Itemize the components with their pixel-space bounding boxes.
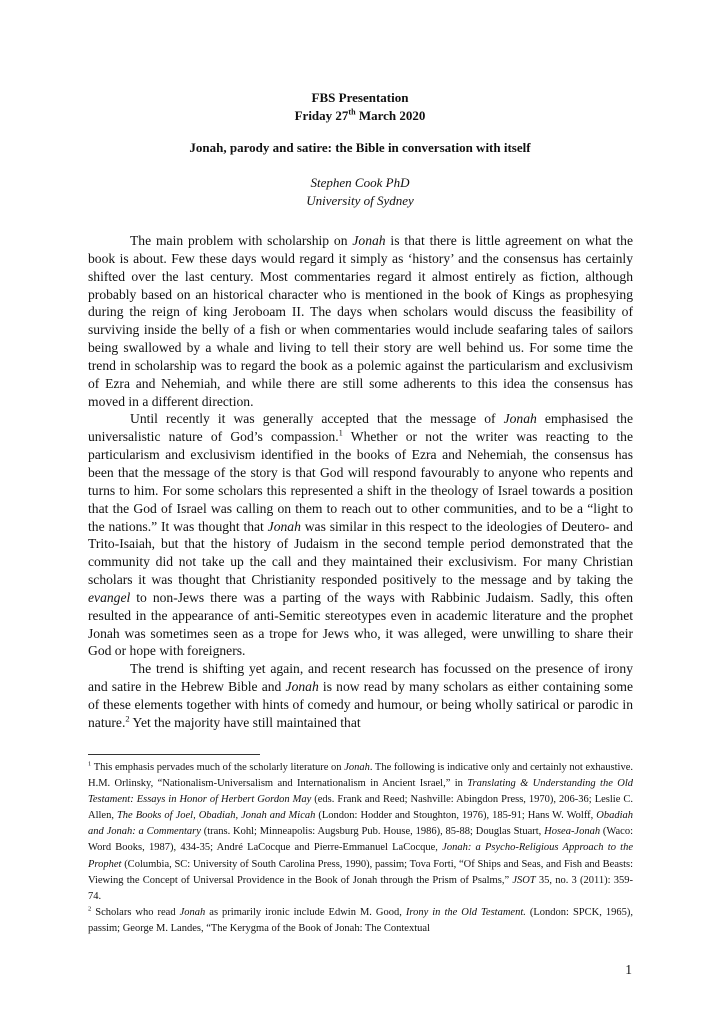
presentation-date: Friday 27th March 2020 xyxy=(294,107,426,123)
presentation-label: FBS Presentation xyxy=(311,90,409,105)
page-number: 1 xyxy=(625,962,632,977)
author-name: Stephen Cook PhD xyxy=(310,175,410,190)
paragraph: The trend is shifting yet again, and recent research has focussed on the presence of irony and satire in the Hebrew Bible and Jonah is now read by many scholars as either containing some of these elements together with hints of comedy and humour, or being wholly satirical or parodic in nature.$^2$ Yet the majority have still maintained that xyxy=(88,661,633,730)
body-text xyxy=(88,232,633,732)
footnotes xyxy=(88,760,633,937)
paragraph: Until recently it was generally accepted that the message of Jonah emphasised the universalistic nature of God’s compassion.$^1$ Whether or not the writer was reacting to the particularism and exclusivism identified in the books of Ezra and Nehemiah, the consensus has been that the message of the story is that God will respond favourably to anyone who repents and turns to him. For some scholars this represented a shift in the theology of Israel towards a position that the God of Israel was calling on them to reach out to other communities, and to be a “light to the nations.” It was thought that Jonah was similar in this respect to the ideologies of Deutero- and Trito-Isaiah, but that the history of Judaism in the second temple period demonstrated that the community did not take up the call and they maintained their exclusivism. For many Christian scholars it was thought that Christianity responded positively to the message and by taking the evangel to non-Jews there was a parting of the ways with Rabbinic Judaism. Sadly, this often resulted in the appearance of anti-Semitic stereotypes even in academic literature and the prophet Jonah was sometimes seen as a trope for Jews who, it was alleged, were unwilling to share their God or hope with foreigners. xyxy=(88,411,633,659)
paragraph: The main problem with scholarship on Jonah is that there is little agreement on what the book is about. Few these days would regard it simply as ‘history’ and the consensus has certainly shifted over the last century. Most commentaries regard it almost entirely as fiction, although probably based on an historical character who is mentioned in the book of Kings as prophesying during the reign of king Jeroboam II. The days when scholars would discuss the feasibility of surviving inside the belly of a fish or when commentaries would include seafaring tales of sailors being swallowed by a whale and living to tell their story are well behind us. For some time the trend in scholarship was to regard the book as a polemic against the particularism and exclusivism of Ezra and Nehemiah, and while there are still some adherents to this idea the consensus has moved in a different direction. xyxy=(88,233,634,409)
document-title: Jonah, parody and satire: the Bible in conversation with itself xyxy=(189,140,531,155)
footnote: $^1$ This emphasis pervades much of the scholarly literature on Jonah. The following is indicative only and certainly not exhaustive. H.M. Orlinsky, “Nationalism-Universalism and Internationalism in Ancient Israel,” in Translating & Understanding the Old Testament: Essays in Honor of Herbert Gordon May (eds. Frank and Reed; Nashville: Abingdon Press, 1970), 206-36; Leslie C. Allen, The Books of Joel, Obadiah, Jonah and Micah (London: Hodder and Stoughton, 1976), 185-91; Hans W. Wolff, Obadiah and Jonah: a Commentary (trans. Kohl; Minneapolis: Augsburg Pub. House, 1986), 85-88; Douglas Stuart, Hosea-Jonah (Waco: Word Books, 1987), 434-35; André LaCocque and Pierre-Emmanuel LaCocque, Jonah: a Psycho-Religious Approach to the Prophet (Columbia, SC: University of South Carolina Press, 1990), passim; Tova Forti, “Of Ships and Seas, and Fish and Beasts: Viewing the Concept of Universal Providence in the Book of Jonah through the Prism of Psalms,” JSOT 35, no. 3 (2011): 359-74. xyxy=(88,760,634,902)
footnote-separator xyxy=(88,754,260,755)
author-affiliation: University of Sydney xyxy=(306,193,414,208)
footnote: $^2$ Scholars who read Jonah as primarily ironic include Edwin M. Good, Irony in the Old Testament. (London: SPCK, 1965), passim; George M. Landes, “The Kerygma of the Book of Jonah: The Contextual xyxy=(88,905,633,934)
